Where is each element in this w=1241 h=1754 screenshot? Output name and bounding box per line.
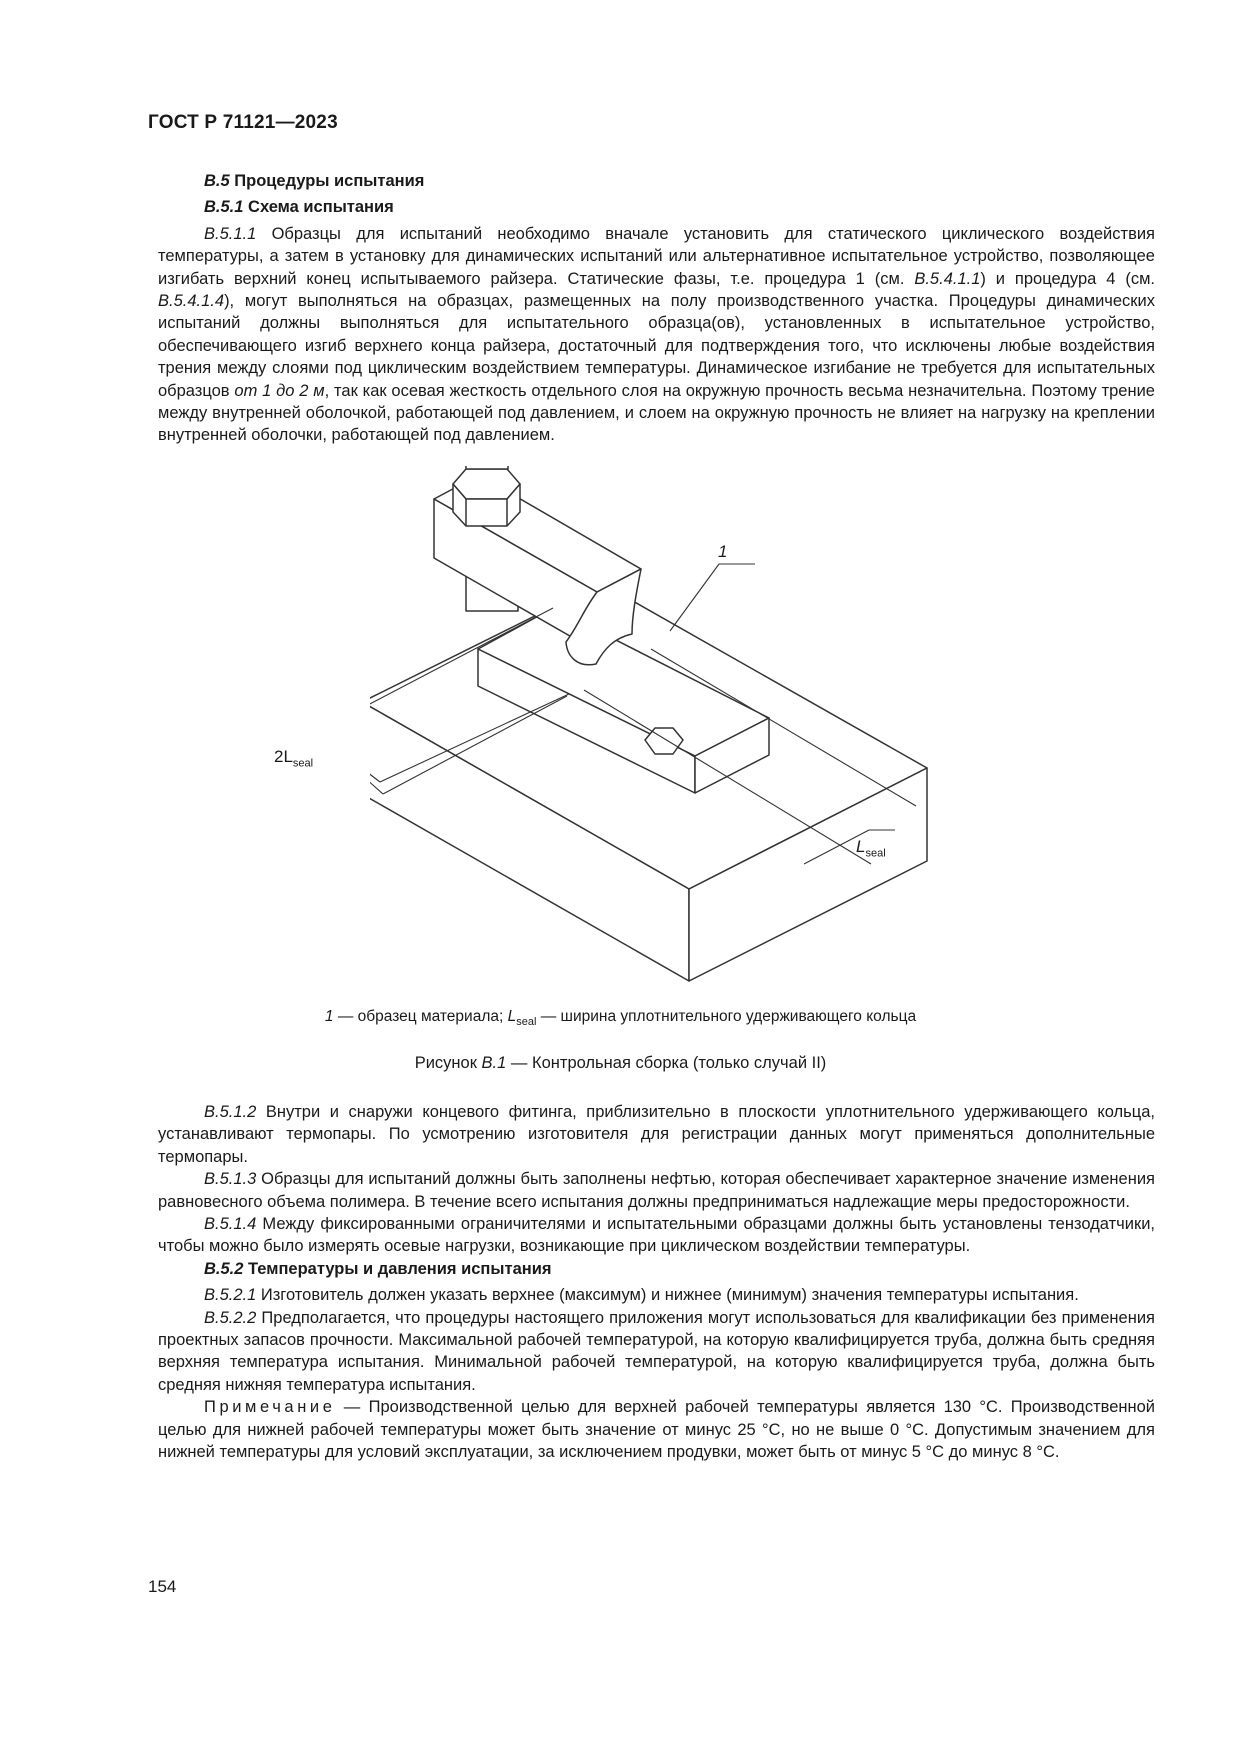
paragraph-text: Образцы для испытаний должны быть заполнены нефтью, которая обеспечивает характерное значение изменения равновесного объема полимера. В течение всего испытания должны предприниматься надлежащие меры предосторожности. bbox=[158, 1170, 1155, 1211]
label-2lseal bbox=[274, 747, 313, 769]
paragraph-text: Между фиксированными ограничителями и испытательными образцами должны быть установлены тензодатчики, чтобы можно было измерять осевые нагрузки, возникающие при циклическом воздействии температуры. bbox=[158, 1215, 1155, 1256]
figure-title-number: B.1 bbox=[481, 1054, 507, 1072]
cross-reference: B.5.4.1.4 bbox=[158, 292, 225, 311]
text-block-lower bbox=[158, 1101, 1155, 1464]
heading-b51-number: B.5.1 bbox=[204, 198, 244, 217]
figure-legend bbox=[0, 1008, 1241, 1028]
paragraph-text: Образцы для испытаний необходимо вначале установить для статического циклического воздействия температуры, а затем в установку для динамических испытаний или альтернативное испытательное устройство, позволяющее изгибать верхний конец испытываемого райзера. Статические фазы, т.е. процедура 1 (см. bbox=[158, 224, 1155, 288]
figure-b1-drawing bbox=[370, 466, 1010, 996]
heading-b51-title: Схема испытания bbox=[243, 198, 394, 217]
cross-reference: B.5.4.1.1 bbox=[914, 269, 981, 288]
legend-text: — ширина уплотнительного удерживающего кольца bbox=[536, 1008, 917, 1025]
figure-title bbox=[0, 1054, 1241, 1073]
legend-symbol-sub: seal bbox=[516, 1016, 537, 1029]
paragraph-b5-2-1 bbox=[158, 1284, 1155, 1306]
heading-b5 bbox=[158, 170, 1155, 192]
paragraph-number: B.5.1.1 bbox=[204, 224, 257, 243]
text-block-upper bbox=[158, 170, 1155, 447]
figure-b1 bbox=[274, 466, 1010, 996]
heading-b5-number: B.5 bbox=[204, 172, 230, 190]
label-seal-sub: seal bbox=[292, 757, 314, 770]
paragraph-b5-1-3 bbox=[158, 1168, 1155, 1213]
paragraph-number: B.5.1.2 bbox=[204, 1103, 257, 1121]
paragraph-number: B.5.2.1 bbox=[204, 1286, 257, 1305]
paragraph-text: Изготовитель должен указать верхнее (максимум) и нижнее (минимум) значения температуры испытания. bbox=[256, 1286, 1079, 1305]
note-text: — Производственной целью для верхней рабочей температуры является 130 °С. Производственной целью для нижней рабочей температуры может быть значение от минус 25 °С, но не выше 0 °С. Допустимым значением для нижней температуры для условий эксплуатации, за исключением продувки, может быть от минус 5 °С до минус 8 °С. bbox=[158, 1398, 1155, 1462]
paragraph-b5-1-2 bbox=[158, 1101, 1155, 1168]
paragraph-number: B.5.2.2 bbox=[204, 1308, 257, 1327]
legend-symbol: L bbox=[507, 1008, 517, 1025]
page-number: 154 bbox=[148, 1577, 177, 1596]
paragraph-text: Предполагается, что процедуры настоящего приложения могут использоваться для квалификации без применения проектных запасов прочности. Максимальной рабочей температурой, на которую квалифицируется труба, должна быть средняя верхняя температура испытания. Минимальной рабочей температурой, на которую квалифицируется труба, должна быть средняя нижняя температура испытания. bbox=[158, 1308, 1155, 1394]
label-l: L bbox=[856, 837, 866, 856]
heading-b5-title: Процедуры испытания bbox=[229, 172, 425, 190]
note-label: Примечание bbox=[204, 1398, 336, 1417]
paragraph-b5-2-2 bbox=[158, 1307, 1155, 1397]
label-lseal bbox=[856, 837, 886, 859]
paragraph-text: ) и процедура 4 (см. bbox=[980, 269, 1156, 288]
paragraph-number: B.5.1.4 bbox=[204, 1215, 257, 1234]
label-item-1 bbox=[718, 542, 727, 562]
note bbox=[158, 1396, 1155, 1463]
label-seal-sub: seal bbox=[865, 847, 886, 860]
figure-title-prefix: Рисунок bbox=[414, 1054, 482, 1072]
bolt-head bbox=[466, 466, 508, 469]
figure-title-text: — Контрольная сборка (только случай II) bbox=[506, 1054, 827, 1072]
label-2l: 2L bbox=[274, 747, 293, 766]
legend-text: — образец материала; bbox=[333, 1008, 508, 1025]
heading-b52-title: Температуры и давления испытания bbox=[243, 1259, 552, 1278]
length-range: от 1 до 2 м bbox=[234, 381, 325, 400]
label-item-1-text: 1 bbox=[718, 542, 728, 561]
heading-b52-number: B.5.2 bbox=[204, 1259, 244, 1278]
paragraph-b5-1-4 bbox=[158, 1213, 1155, 1258]
paragraph-text: , так как осевая жесткость отдельного слоя на окружную прочность весьма незначительна. Поэтому трение между внутренней оболочкой, работающей под давлением, и слоем на окружную прочность не влияет на нагрузку на креплении внутренней оболочки, работающей под давлением. bbox=[158, 381, 1155, 445]
paragraph-number: B.5.1.3 bbox=[204, 1170, 257, 1189]
paragraph-text: Внутри и снаружи концевого фитинга, приблизительно в плоскости уплотнительного удерживающего кольца, устанавливают термопары. По усмотрению изготовителя для регистрации данных могут применяться дополнительные термопары. bbox=[158, 1103, 1155, 1166]
legend-number: 1 bbox=[324, 1008, 334, 1025]
document-code: ГОСТ Р 71121—2023 bbox=[148, 112, 338, 133]
heading-b52 bbox=[158, 1258, 1155, 1280]
paragraph-text: ), могут выполняться на образцах, размещенных на полу производственного участка. Процедуры динамических испытаний должны выполняться для испытательного образца(ов), установленных в испытательное устройство, обеспечивающего изгиб верхнего конца райзера, достаточный для подтверждения того, что исключены любые воздействия трения между слоями под циклическим воздействием температуры. Динамическое изгибание не требуется для испытательных образцов bbox=[158, 292, 1155, 400]
paragraph-b5-1-1 bbox=[158, 223, 1155, 447]
heading-b51 bbox=[158, 196, 1155, 218]
